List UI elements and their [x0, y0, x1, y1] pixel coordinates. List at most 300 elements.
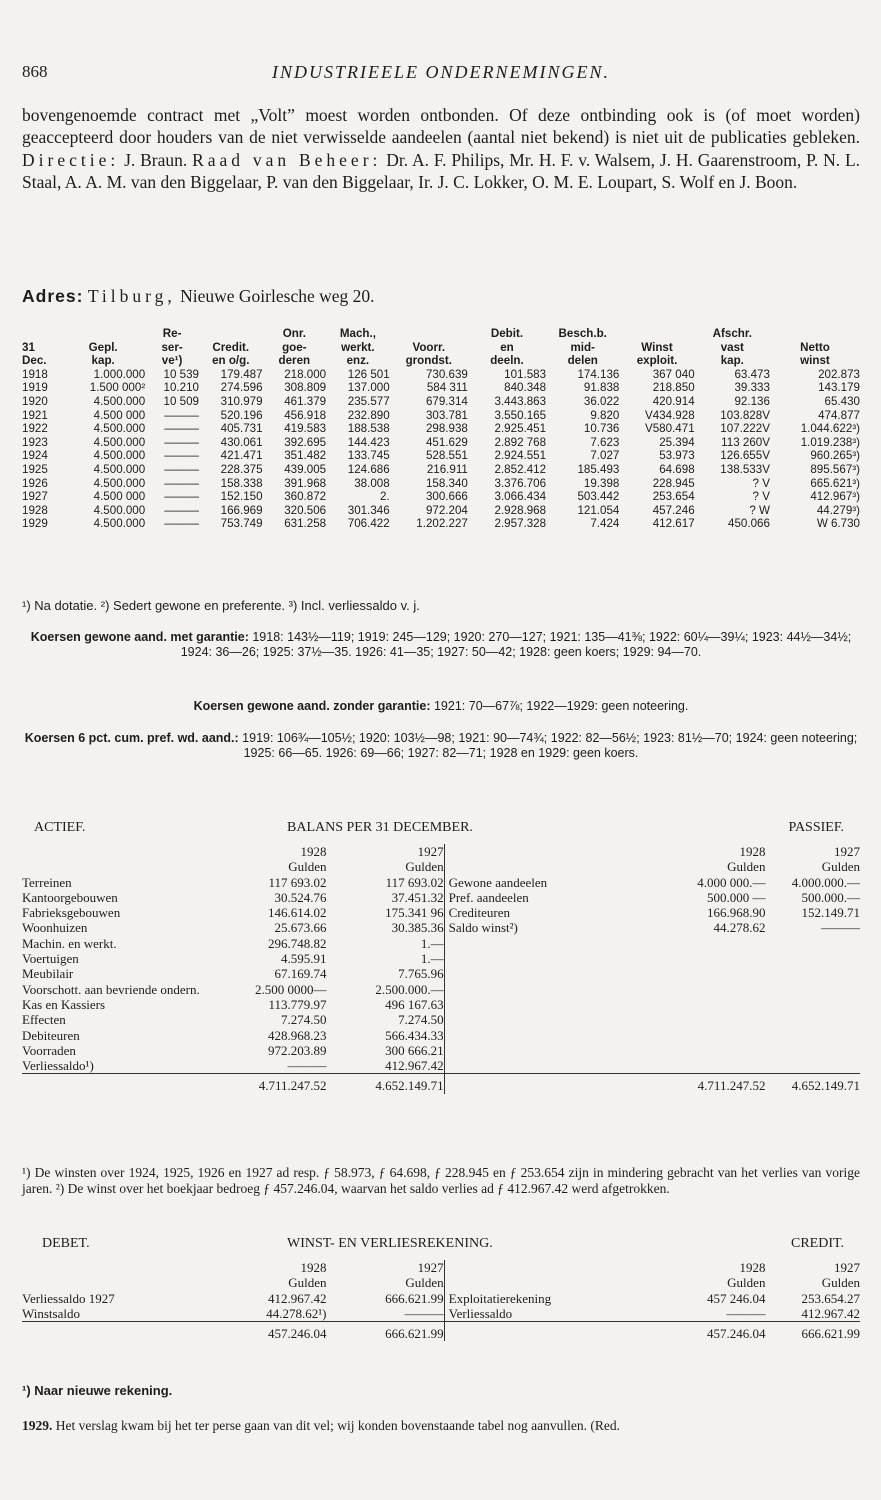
stats-cell: 2. [380, 490, 390, 504]
stats-column-header: Netto winst [800, 340, 830, 368]
balans-row [22, 1043, 860, 1058]
year-label: 1928 [300, 844, 327, 859]
amount: 113.779.97 [268, 996, 327, 1012]
amount: 117 693.02 [385, 874, 444, 890]
balans-row [22, 966, 860, 981]
amount: 166.968.90 [706, 905, 766, 921]
stats-cell: 65.430 [824, 394, 860, 408]
stats-cell: 3.376.706 [494, 476, 547, 490]
amount: 152.149.71 [801, 905, 860, 921]
stats-cell: 679.314 [425, 394, 468, 408]
amount: 4.000 000.— [697, 874, 766, 890]
unit-label: Gulden [288, 859, 327, 875]
stats-cell: 218.000 [284, 367, 327, 381]
amount: 30.524.76 [274, 889, 327, 905]
balans-year-row [22, 844, 860, 859]
winst-unit-row [22, 1275, 860, 1290]
stats-cell: 174.136 [577, 367, 620, 381]
amount: 30.385.36 [391, 920, 444, 936]
stats-cell: 1926 [22, 476, 48, 490]
final-note-year: 1929. [22, 1418, 53, 1433]
stats-cell: 126 501 [347, 367, 390, 381]
stats-cell: 456.918 [284, 408, 327, 422]
koersen-met-garantie [22, 630, 860, 660]
debet-label: DEBET. [42, 1236, 90, 1251]
balans-row [22, 936, 860, 951]
amount: 500.000 — [706, 889, 766, 905]
final-note [22, 1418, 860, 1434]
stats-cell: 1.500 000² [89, 381, 146, 395]
stats-cell: 216.911 [426, 462, 468, 476]
balans-title: BALANS PER 31 DECEMBER. [287, 820, 473, 835]
item-label: Pref. aandeelen [444, 890, 662, 905]
stats-cell: 419.583 [284, 422, 327, 436]
item-label: Voorschott. aan bevriende ondern. [22, 981, 200, 997]
stats-cell: ——— [164, 435, 199, 449]
stats-cell: 301.346 [347, 503, 390, 517]
stats-cell: 4.500 000 [93, 408, 146, 422]
stats-row [22, 517, 860, 531]
balans-row [22, 905, 860, 920]
stats-cell: 310.979 [220, 394, 263, 408]
stats-row [22, 409, 860, 423]
winst-row [22, 1291, 860, 1306]
raad-label: Raad van Beheer: [192, 149, 382, 170]
stats-cell: 107.222V [720, 422, 770, 436]
stats-column-header: Debit. en deeln. [490, 327, 524, 368]
stats-cell: 4.500.000 [93, 462, 146, 476]
stats-cell: 91.838 [583, 381, 620, 395]
amount: ——— [821, 920, 860, 936]
year-label: 1927 [834, 844, 860, 859]
stats-cell: 1.000.000 [93, 367, 146, 381]
balans-row [22, 951, 860, 966]
koers-text: 1921: 70—67⅞; 1922—1929: geen noteering. [433, 699, 689, 713]
intro-paragraph [22, 104, 860, 193]
stats-cell: ——— [164, 422, 199, 436]
amount: 972.203.89 [268, 1042, 327, 1058]
actief-label: ACTIEF. [34, 820, 86, 835]
total: 666.621.99 [765, 1322, 860, 1342]
raad-members: Dr. A. F. Philips, Mr. H. F. v. Walsem, J. H. Gaarenstroom, P. N. L. Staal, A. A. M. van den Biggelaar, P. van den Biggelaar, Ir. J. C. Lokker, O. M. E. Loupart, S. Wolf en J. Boon. [22, 149, 861, 192]
stats-cell: 730.639 [425, 367, 468, 381]
stats-cell: 10.736 [583, 422, 620, 436]
stats-row [22, 436, 860, 450]
item-label: Woonhuizen [22, 920, 88, 936]
stats-cell: 232.890 [347, 408, 390, 422]
unit-label: Gulden [727, 859, 766, 875]
stats-cell: 1929 [22, 517, 48, 531]
total: 666.621.99 [327, 1322, 445, 1342]
stats-cell: 63.473 [734, 367, 770, 381]
year-label: 1928 [300, 1260, 327, 1275]
stats-row [22, 395, 860, 409]
year-label: 1928 [739, 1260, 766, 1275]
stats-cell: 420.914 [652, 394, 695, 408]
stats-row [22, 422, 860, 436]
stats-cell: W 6.730 [816, 517, 860, 531]
stats-cell: 53.973 [659, 449, 695, 463]
stats-cell: 474.877 [818, 408, 860, 422]
stats-cell: ——— [164, 476, 199, 490]
stats-cell: 1923 [22, 435, 48, 449]
amount: 4.000.000.— [791, 874, 860, 890]
stats-cell: 1.202.227 [416, 517, 468, 531]
stats-cell: 840.348 [504, 381, 547, 395]
stats-cell: 166.969 [220, 503, 263, 517]
amount: 428.968.23 [268, 1027, 327, 1043]
stats-cell: 2.957.328 [494, 517, 547, 531]
stats-cell: 412.617 [652, 517, 695, 531]
running-title: INDUSTRIEELE ONDERNEMINGEN. [272, 62, 610, 82]
stats-cell: 665.621³) [810, 476, 860, 490]
stats-row [22, 368, 860, 382]
year-label: 1927 [417, 844, 444, 859]
stats-cell: 753.749 [220, 517, 263, 531]
stats-cell: 4.500.000 [93, 435, 146, 449]
stats-column-header: Credit. en o/g. [212, 340, 250, 368]
amount: 253.654.27 [801, 1290, 860, 1306]
stats-cell: 631.258 [284, 517, 327, 531]
stats-cell: 391.968 [284, 476, 327, 490]
stats-cell: 2.924.551 [494, 449, 547, 463]
stats-cell: 1921 [22, 408, 48, 422]
amount: 296.748.82 [268, 935, 327, 951]
stats-cell: 320.506 [284, 503, 327, 517]
stats-cell: 253.654 [652, 490, 695, 504]
stats-cell: 450.066 [728, 517, 770, 531]
item-label: Verliessaldo¹) [22, 1058, 94, 1074]
balans-totals-row [22, 1074, 860, 1094]
winst-row [22, 1306, 860, 1322]
stats-column-header: Re- ser- ve¹) [161, 327, 183, 368]
item-label: Voorraden [22, 1042, 76, 1058]
balans-row [22, 1028, 860, 1043]
winst-totals-row [22, 1322, 860, 1342]
amount: 117 693.02 [268, 874, 327, 890]
item-label: Effecten [22, 1012, 66, 1028]
stats-cell: 19.398 [583, 476, 620, 490]
stats-cell: ——— [164, 517, 199, 531]
item-label: Verliessaldo [444, 1306, 662, 1322]
stats-cell: 2.925.451 [494, 422, 547, 436]
stats-column-header: Voorr. grondst. [405, 340, 452, 368]
stats-cell: 405.731 [220, 422, 263, 436]
amount: 37.451.32 [391, 889, 444, 905]
running-header [22, 62, 860, 86]
stats-cell: 520.196 [220, 408, 263, 422]
stats-cell: 158.340 [425, 476, 468, 490]
stats-row [22, 381, 860, 395]
unit-label: Gulden [405, 1275, 444, 1291]
stats-cell: 1922 [22, 422, 48, 436]
stats-cell: 1918 [22, 367, 48, 381]
stats-cell: ? W [749, 503, 770, 517]
stats-cell: 2.892 768 [494, 435, 547, 449]
balans-footnote: ¹) De winsten over 1924, 1925, 1926 en 1927 ad resp. ƒ 58.973, ƒ 64.698, ƒ 228.945 en ƒ 253.654 zijn in mindering gebracht van het verlies van vorige jaren. ²) De winst over het boekjaar bedroeg ƒ 457.246.04, waarvan het saldo verlies ad ƒ 412.967.42 werd afgetrokken. [22, 1165, 860, 1196]
stats-cell: 1919 [22, 381, 48, 395]
amount: 2.500.000.— [375, 981, 444, 997]
stats-cell: 7.623 [590, 435, 620, 449]
amount: 146.614.02 [268, 905, 327, 921]
stats-row [22, 477, 860, 491]
koers-label: Koersen gewone aand. zonder garantie: [193, 699, 431, 713]
directie-label: Directie: [22, 149, 120, 170]
item-label: Voertuigen [22, 951, 79, 967]
item-label: Winstsaldo [22, 1305, 80, 1321]
amount: 4.595.91 [281, 951, 327, 967]
stats-cell: ——— [164, 490, 199, 504]
stats-column-header: Mach., werkt. enz. [339, 327, 376, 368]
stats-cell: 10.210 [163, 381, 199, 395]
final-note-text: Het verslag kwam bij het ter perse gaan van dit vel; wij konden bovenstaande tabel nog aanvullen. (Red. [55, 1418, 620, 1433]
stats-cell: 2.852.412 [494, 462, 547, 476]
stats-cell: 1.019.238³) [800, 435, 860, 449]
item-label: Verliessaldo 1927 [22, 1290, 115, 1306]
stats-cell: 121.054 [577, 503, 620, 517]
stats-column-header: Onr. goe- deren [278, 327, 311, 368]
winst-table [22, 1260, 860, 1341]
amount: 44.278.62 [713, 920, 766, 936]
stats-cell: 4.500.000 [93, 394, 146, 408]
amount: 7.274.50 [398, 1012, 444, 1028]
stats-cell: 461.379 [284, 394, 327, 408]
stats-cell: 1928 [22, 503, 48, 517]
stats-header-row [22, 327, 860, 368]
stats-cell: 25.394 [659, 435, 695, 449]
year-label: 1928 [739, 844, 766, 859]
amount: ——— [726, 1305, 766, 1321]
balans-row [22, 1058, 860, 1074]
total: 4.652.149.71 [765, 1074, 860, 1094]
year-label: 1927 [417, 1260, 444, 1275]
item-label: Crediteuren [444, 905, 662, 920]
balans-row [22, 1012, 860, 1027]
item-label: Fabrieksgebouwen [22, 905, 121, 921]
stats-cell: V434.928 [645, 408, 695, 422]
item-label: Machin. en werkt. [22, 935, 117, 951]
stats-cell: 64.698 [659, 462, 695, 476]
stats-cell: 188.538 [347, 422, 390, 436]
stats-cell: 1.044.622³) [800, 422, 860, 436]
unit-label: Gulden [727, 1275, 766, 1291]
amount: 496 167.63 [385, 996, 444, 1012]
stats-column-header: Afschr. vast kap. [712, 327, 752, 368]
stats-cell: 7.027 [590, 449, 620, 463]
unit-label: Gulden [288, 1275, 327, 1291]
balans-table [22, 844, 860, 1094]
total: 457.246.04 [222, 1322, 327, 1342]
stats-cell: 360.872 [284, 490, 327, 504]
stats-cell: 9.820 [590, 408, 620, 422]
stats-cell: 3.550.165 [494, 408, 547, 422]
stats-cell: 137.000 [347, 381, 390, 395]
stats-cell: 179.487 [220, 367, 263, 381]
stats-cell: 298.938 [425, 422, 468, 436]
item-label: Gewone aandeelen [444, 875, 662, 890]
stats-cell: 3.066.434 [494, 490, 547, 504]
stats-cell: ? V [752, 476, 770, 490]
stats-cell: 101.583 [504, 367, 547, 381]
stats-cell: 451.629 [425, 435, 468, 449]
stats-cell: ? V [752, 490, 770, 504]
stats-cell: ——— [164, 503, 199, 517]
stats-row [22, 449, 860, 463]
stats-row [22, 490, 860, 504]
stats-cell: 133.745 [347, 449, 390, 463]
stats-cell: ——— [164, 408, 199, 422]
stats-cell: 367 040 [652, 367, 695, 381]
winst-year-row [22, 1260, 860, 1275]
stats-cell: 158.338 [220, 476, 263, 490]
passief-label: PASSIEF. [788, 820, 844, 835]
balans-row [22, 982, 860, 997]
balans-row [22, 890, 860, 905]
stats-cell: 103.828V [720, 408, 770, 422]
stats-column-header: Besch.b. mid- delen [558, 327, 607, 368]
winst-title: WINST- EN VERLIESREKENING. [287, 1236, 493, 1251]
stats-cell: 126.655V [720, 449, 770, 463]
stats-cell: 308.809 [284, 381, 327, 395]
stats-cell: 4.500.000 [93, 476, 146, 490]
koers-text: 1919: 106¾—105½; 1920: 103½—98; 1921: 90—74¾; 1922: 82—56½; 1923: 81½—70; 1924: geen noteering; 1925: 66—65. 1926: 69—66; 1927: 82—71; 1928 en 1929: geen koers. [242, 731, 858, 760]
stats-cell: ——— [164, 449, 199, 463]
stats-cell: 895.567³) [810, 462, 860, 476]
item-label: Debiteuren [22, 1027, 80, 1043]
address-city: Tilburg, [87, 286, 176, 306]
koers-label: Koersen gewone aand. met garantie: [30, 630, 249, 644]
address [22, 286, 375, 307]
stats-row [22, 504, 860, 518]
stats-cell: 218.850 [652, 381, 695, 395]
stats-cell: 4.500.000 [93, 449, 146, 463]
amount: 2.500 0000— [255, 981, 327, 997]
total: 4.711.247.52 [663, 1074, 766, 1094]
stats-cell: 706.422 [347, 517, 390, 531]
stats-cell: 303.781 [425, 408, 468, 422]
stats-cell: 584 311 [426, 381, 468, 395]
amount: 67.169.74 [274, 966, 327, 982]
stats-column-header: Gepl. kap. [88, 340, 118, 368]
stats-cell: 972.204 [425, 503, 468, 517]
balans-row [22, 997, 860, 1012]
koersen-pref [22, 731, 860, 761]
stats-cell: 10 539 [163, 367, 199, 381]
amount: 7.274.50 [281, 1012, 327, 1028]
stats-cell: 1924 [22, 449, 48, 463]
directie: J. Braun. [124, 149, 188, 170]
stats-cell: 144.423 [347, 435, 390, 449]
stats-cell: 202.873 [818, 367, 860, 381]
stats-cell: 439.005 [284, 462, 327, 476]
stats-cell: 1927 [22, 490, 48, 504]
stats-cell: ——— [164, 462, 199, 476]
stats-cell: 143.179 [818, 381, 860, 395]
unit-label: Gulden [821, 859, 860, 875]
item-label: Meubilair [22, 966, 74, 982]
amount: ——— [404, 1305, 444, 1321]
amount: 500.000.— [801, 889, 860, 905]
item-label: Terreinen [22, 874, 72, 890]
stats-cell: 4.500.000 [93, 517, 146, 531]
balans-unit-row [22, 859, 860, 874]
amount: 412.967.42 [268, 1290, 327, 1306]
stats-cell: 412.967³) [810, 490, 860, 504]
statistics-table [22, 327, 860, 531]
stats-cell: 503.442 [577, 490, 620, 504]
amount: 566.434.33 [385, 1027, 444, 1043]
winst-footnote: ¹) Naar nieuwe rekening. [22, 1383, 173, 1398]
credit-label: CREDIT. [790, 1236, 844, 1251]
stats-cell: 1925 [22, 462, 48, 476]
amount: 300 666.21 [385, 1042, 444, 1058]
year-label: 1927 [834, 1260, 860, 1275]
total: 457.246.04 [663, 1322, 766, 1342]
stats-cell: 430.061 [220, 435, 263, 449]
unit-label: Gulden [405, 859, 444, 875]
stats-cell: 1920 [22, 394, 48, 408]
item-label: Kas en Kassiers [22, 996, 106, 1012]
stats-cell: 4.500 000 [93, 490, 146, 504]
koers-label: Koersen 6 pct. cum. pref. wd. aand.: [24, 731, 239, 745]
unit-label: Gulden [821, 1275, 860, 1291]
item-label: Saldo winst²) [444, 920, 662, 935]
stats-column-header: 31 Dec. [22, 340, 47, 368]
amount: 412.967.42 [385, 1058, 444, 1074]
stats-cell: 152.150 [220, 490, 263, 504]
amount: 1.— [420, 935, 444, 951]
stats-cell: 7.424 [590, 517, 620, 531]
page-number: 868 [22, 62, 48, 81]
amount: 7.765.96 [398, 966, 444, 982]
stats-cell: 351.482 [284, 449, 327, 463]
stats-cell: V580.471 [645, 422, 695, 436]
stats-cell: 457.246 [652, 503, 695, 517]
amount: 175.341 96 [385, 905, 444, 921]
address-label: Adres: [22, 286, 84, 306]
total: 4.652.149.71 [327, 1074, 445, 1094]
stats-cell: 113 260V [721, 435, 770, 449]
stats-cell: 235.577 [347, 394, 390, 408]
balans-row [22, 920, 860, 935]
item-label: Kantoorgebouwen [22, 889, 118, 905]
stats-cell: 300.666 [425, 490, 468, 504]
stats-cell: 3.443.863 [494, 394, 547, 408]
stats-cell: 39.333 [734, 381, 770, 395]
stats-cell: 2.928.968 [494, 503, 547, 517]
intro-text: bovengenoemde contract met „Volt” moest worden ontbonden. Of deze ontbinding ook is (of moet worden) geaccepteerd door houders van de niet verwisselde aandeelen (aantal niet bekend) is niet uit de publicaties gebleken. [22, 105, 860, 148]
amount: 666.621.99 [385, 1290, 444, 1306]
stats-cell: 528.551 [425, 449, 468, 463]
stats-cell: 185.493 [577, 462, 620, 476]
koersen-zonder-garantie [22, 699, 860, 714]
amount: 412.967.42 [801, 1305, 860, 1321]
stats-cell: 4.500.000 [93, 422, 146, 436]
stats-cell: 960.265³) [810, 449, 860, 463]
stats-cell: 228.375 [220, 462, 263, 476]
stats-cell: 44.279³) [816, 503, 860, 517]
balans-row [22, 875, 860, 890]
amount: 25.673.66 [274, 920, 327, 936]
stats-cell: 92.136 [734, 394, 770, 408]
stats-cell: 392.695 [284, 435, 327, 449]
stats-cell: 4.500.000 [93, 503, 146, 517]
koers-text: 1918: 143½—119; 1919: 245—129; 1920: 270—127; 1921: 135—41⅜; 1922: 60¼—39¼; 1923: 44½—34½; 1924: 36—26; 1925: 37½—35. 1926: 41—35; 1927: 50—42; 1928: geen koers; 1929: 94—70. [180, 630, 852, 659]
stats-cell: 138.533V [720, 462, 770, 476]
stats-cell: 10 509 [163, 394, 199, 408]
stats-cell: 274.596 [220, 381, 263, 395]
address-street: Nieuwe Goirlesche weg 20. [180, 286, 375, 306]
